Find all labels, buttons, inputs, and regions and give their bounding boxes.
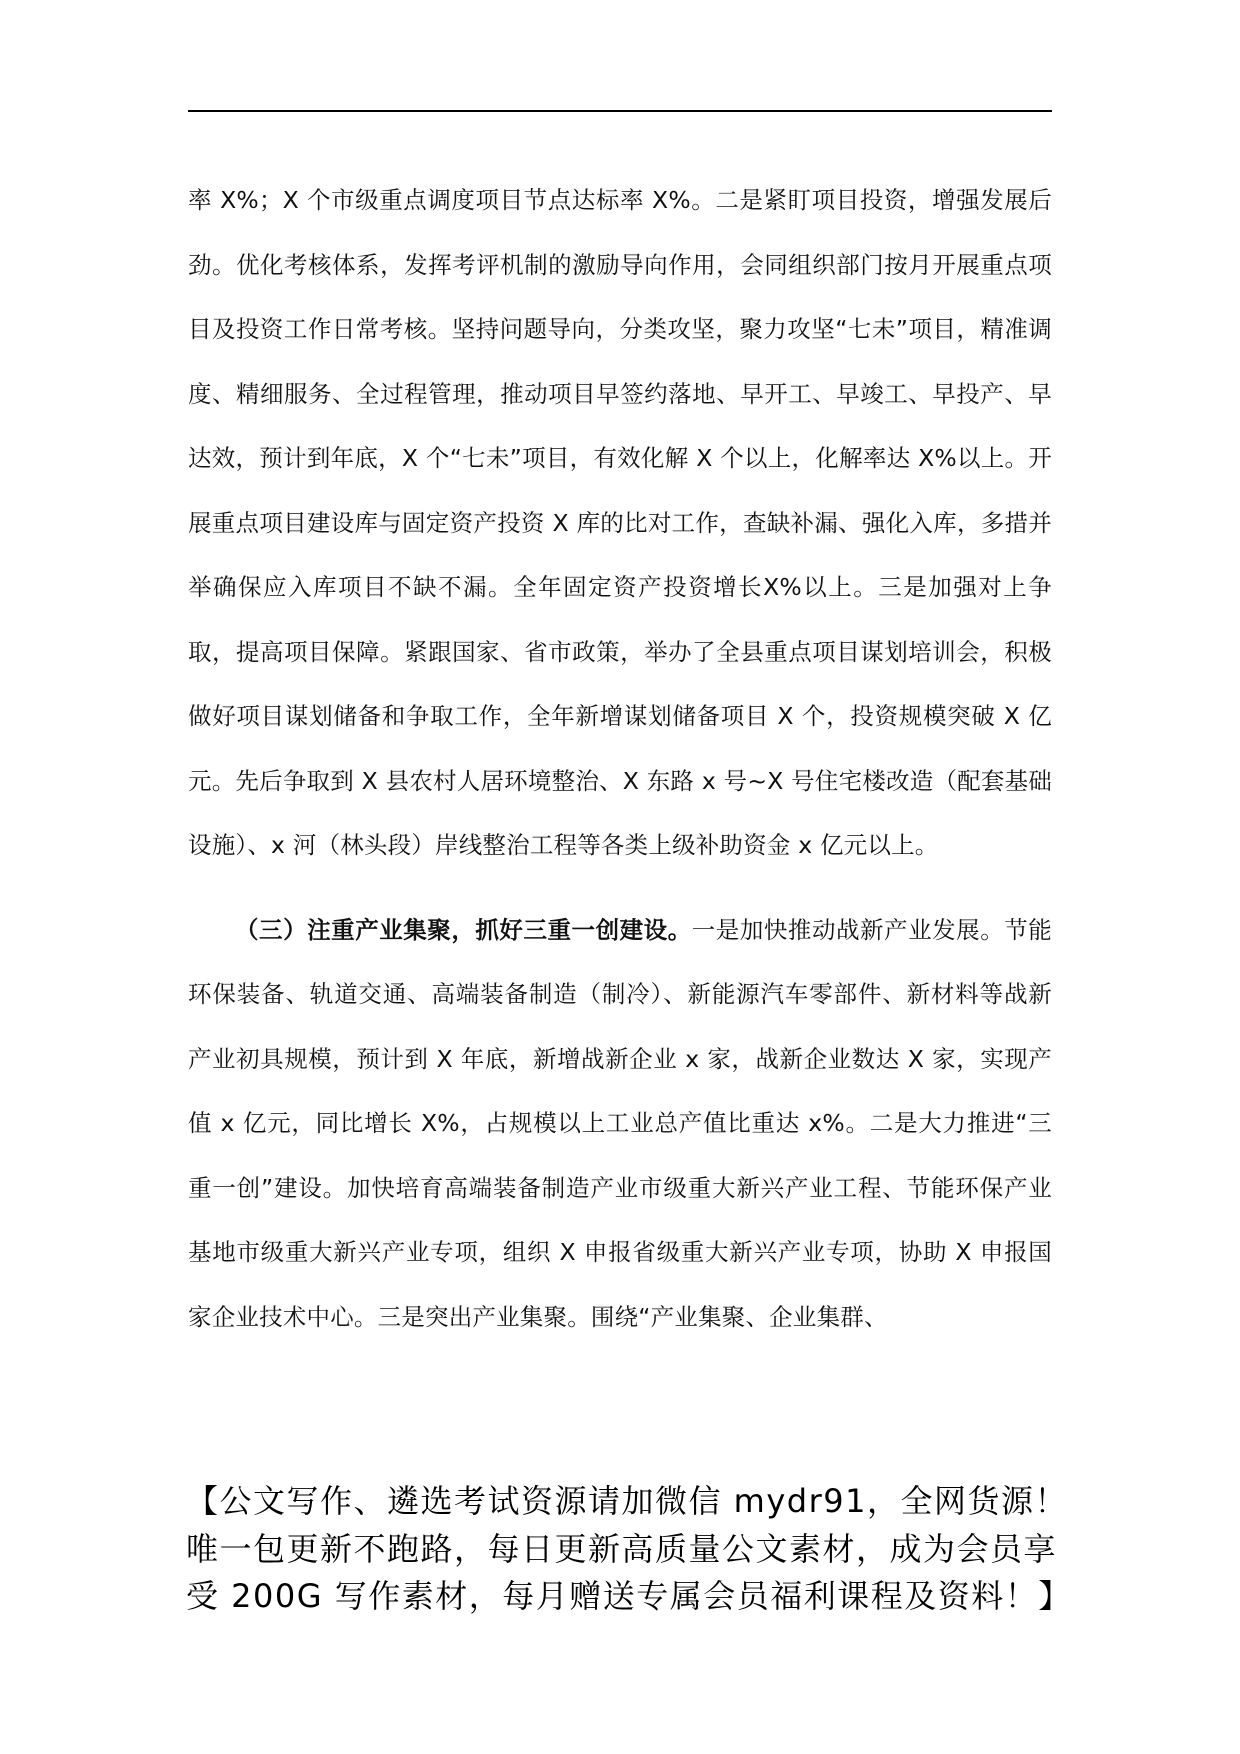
document-body	[188, 168, 1052, 1349]
header-rule	[188, 110, 1052, 112]
promo-banner-text: 【公文写作、遴选考试资源请加微信 mydr91，全网货源！唯一包更新不跑路，每日更新高质量公文素材，成为会员享受 200G 写作素材，每月赠送专属会员福利课程及资料！】	[186, 1482, 1072, 1615]
paragraph-2	[188, 898, 1052, 1350]
paragraph-1-text: 率 X%；X 个市级重点调度项目节点达标率 X%。二是紧盯项目投资，增强发展后劲。优化考核体系，发挥考评机制的激励导向作用，会同组织部门按月开展重点项目及投资工作日常考核。坚持问题导向，分类攻坚，聚力攻坚“七未”项目，精准调度、精细服务、全过程管理，推动项目早签约落地、早开工、早竣工、早投产、早达效，预计到年底，X 个“七未”项目，有效化解 X 个以上，化解率达 X%以上。开展重点项目建设库与固定资产投资 X 库的比对工作，查缺补漏、强化入库，多措并举确保应入库项目不缺不漏。全年固定资产投资增长X%以上。三是加强对上争取，提高项目保障。紧跟国家、省市政策，举办了全县重点项目谋划培训会，积极做好项目谋划储备和争取工作，全年新增谋划储备项目 X 个，投资规模突破 X 亿元。先后争取到 X 县农村人居环境整治、X 东路 x 号~X 号住宅楼改造（配套基础设施）、x 河（林头段）岸线整治工程等各类上级补助资金 x 亿元以上。	[188, 186, 1052, 859]
paragraph-1	[188, 168, 1052, 878]
paragraph-2-text: 一是加快推动战新产业发展。节能环保装备、轨道交通、高端装备制造（制冷）、新能源汽车零部件、新材料等战新产业初具规模，预计到 X 年底，新增战新企业 x 家，战新企业数达 X 家，实现产值 x 亿元，同比增长 X%，占规模以上工业总产值比重达 x%。二是大力推进“三重一创”建设。加快培育高端装备制造产业市级重大新兴产业工程、节能环保产业基地市级重大新兴产业专项，组织 X 申报省级重大新兴产业专项，协助 X 申报国家企业技术中心。三是突出产业集聚。围绕“产业集聚、企业集群、	[188, 915, 1052, 1331]
section-heading: （三）注重产业集聚，抓好三重一创建设。	[235, 915, 692, 944]
